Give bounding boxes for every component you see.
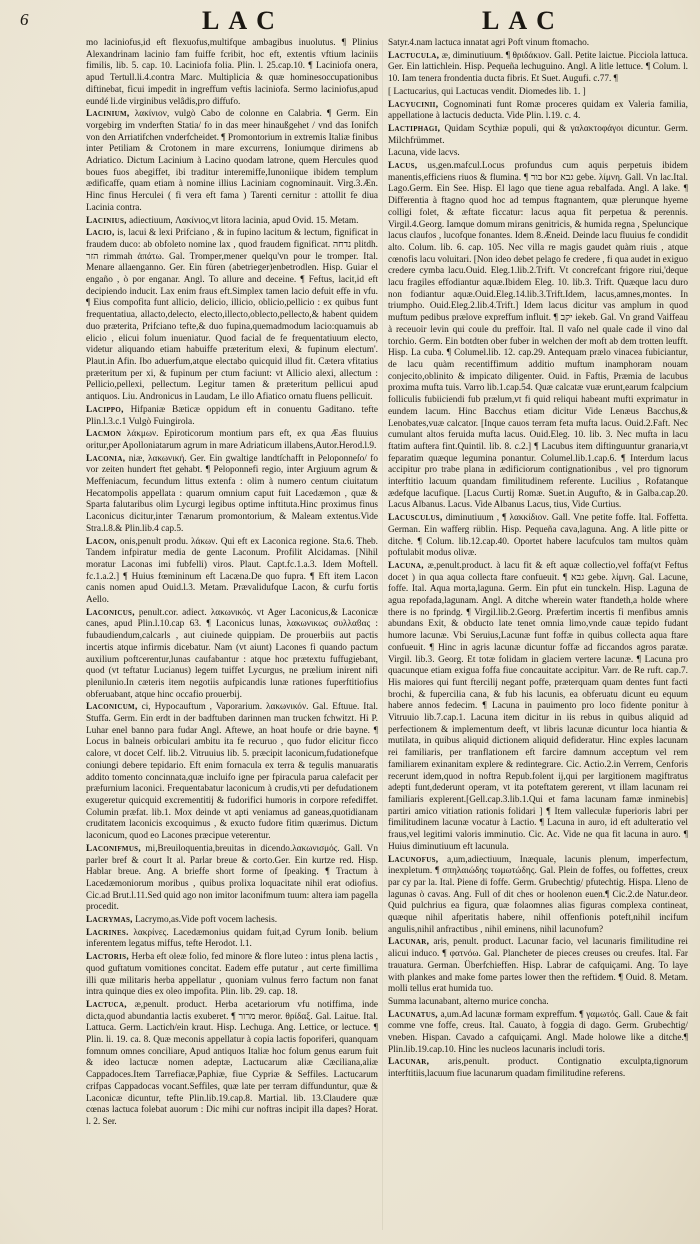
entry-headword: Lacusculus, <box>388 513 443 524</box>
dictionary-entry <box>86 109 378 214</box>
entry-text: mo laciniofus,id eft flexuofus,multifque ambagibus inuolutus. ¶ Plinius Alexandrinam lacinio fam fuiffe fcribit, hoc eft, extentis vftium laciniis fimilis, lib. 5. cap. 10. Laciniofa folia. Plin. l. 25.cap.10. ¶ Laciniofa onera, apud Tertull.li.4.contra Marc. Multiplicia & quæ hominesoccupationibus diftinebat, ficui impedit in ingreffum veftis laciniofa. Sermo laciniofus,apud eundé li.de virginibus velâdis,pro diffufo. <box>86 38 378 107</box>
entry-headword: Lacrymas, <box>86 915 133 926</box>
dictionary-entry <box>388 561 688 854</box>
entry-text: mi,Breuiloquentia,breuitas in dicendo.λακωνισμός. Gall. Vn parler bref & court It al. Parlar breue & corto.Ger. Ein kurtze red. Hisp. Hablar breue. Ang. A brieffe short forme of ſpeaking. ¶ Tractum à Lacedæmoniorum moribus , quibus prolixa loquacitate nihil erat odiofius. Cic.ad Brut.l.11.Sed quid ago non imitor laconifmum tuum: altera iam pagella procedit. <box>86 843 378 913</box>
dictionary-entry <box>86 228 378 404</box>
entry-headword: Lacinium, <box>86 109 130 120</box>
dictionary-entry <box>388 161 688 512</box>
entry-headword: Lactoris, <box>86 952 129 963</box>
entry-text: λάκμων. Epiroticorum montium pars eft, ex qua Æas fluuius oritur,per Apolloniatarum agrum in mare Adriaticum illabens,Autor.Herod.l.9. <box>86 429 378 451</box>
running-headword-right: LAC <box>482 6 564 35</box>
page-number: 6 <box>20 10 29 29</box>
entry-headword: Lacuna, <box>388 560 424 571</box>
entry-headword: Lacon, <box>86 536 117 547</box>
dictionary-entry <box>388 100 688 123</box>
entry-headword: Lacunar, <box>388 937 430 948</box>
dictionary-entry <box>388 51 688 86</box>
entry-text: us,gen.mafcul.Locus profundus cum aquis perpetuis ibidem manentis,efficiens riuos & flumina. ¶ בור bor גבא gebe. λίμνη. Gall. Vn lac.Ital. Lago.Germ. Ein See. Hisp. El lago que tiene agua rebalfada. Angl. A lake. ¶ Differentia à ftagno quod hoc ad tempus ftagnantem, quæ plerunque hyeme colligi folet, & æftate ficcatur: lacus aqua fit perpetua & perennis. Virgil.4.Georg. Iamque domum mirans genitricis, & humida regna , Speluncique lacus claufos , lucofque fonantes. Idem 8.Æneid. Deinde lacu fluuius fe condidit alto. Colum. lib. 6. cap. 105. Nec villa re magis gaudet quàm riuis , atque cœnofis lacu voluitari. [Non ideo debet pelago fe credere , fi qua audet in exiguo credere cymba lacu.Ouid. Eleg.1.lib.2.Trift. Vt concrefcant frigore riui,'deque lacu fragiles effodiantur aquæ.Ibidem Eleg. 10. lib.3. Trift. Quæque lacu duro non fodiantur aquæ.Ouid.Eleg.14.lib.3.Trift.Idem, lacus,amnes,montes. In triumpho. Ouid.Eleg.2.lib.4.Trift.] Idem lacus dicitur vas amplum in quod muftum pedibus prælove expreffum influit. ¶ יקב iekeb. Gal. Vn grand Vaiffeau à receuoir levin qui coule du preffoir. Ital. Il vaſo nel quale cade il vino dal torchio. Germ. Ein botdten ober fuber in welchen der moft ab dem trotten leufft. Hisp. La cuba. ¶ Columel.lib. 12. cap.29. Antequam prælo vinacea fubiciantur, de lacu quàm recentiffimum additio muftum inamphoram nouam conjecito,oblinito & impicato diligenter. Ouid. in Faftis, Præmia de lacubus proxima mufta tuis. Varro lib.1.cap.54. Quæ calcatæ vuæ erunt,earum fcalpcium folliculis fubiiciendi fub prælum,vt fi quid reliqui habeant mufti exprimatur in eundem lacum. Hinc Bacchus etiam dicitur Vide Lenæus Bacchus,& Lenobates,vuæ calcator. [Inque cauos terram feta mufta lacus. Ouid.2.Faft. Nec cumulant altos feruida mufta lacus. Ouid.Eleg. 10. lib. 3. Nec mufta in lacu ftatim auftera fint.Quintil. lib. 8. c.2.] ¶ Lacubus item diftinguuntur granaria,vt feparatim quæque legumina ponantur. Columel.lib.1.cap.6. ¶ Interdum lacus accipitur pro trabe plana in ædificiorum contignationibus , vel pro tignorum interftitio lacuum quandam fimilitudinem referente. Lucilius , Rofatanque ædefque lacufique. [Lacus Curtij Romæ. Suet.in Augufto, & in Galba.cap.20. Lacus Albanus. Lacus. Vide Albanus Lacus, tius, Vide Curtius. <box>388 161 688 511</box>
entry-text: Summa lacunabant, alterno murice concha. <box>388 996 549 1007</box>
running-headword-left: LAC <box>202 6 284 35</box>
page-header <box>12 6 688 36</box>
dictionary-entry <box>86 952 378 999</box>
entry-text: is, lacui & lexi Prifciano , & in fupino lacitum & lectum, fignificat in fraudem duco: ab obfoleto nomine lax , quod fraudem fignificat. נדחה plitdh. הזר rimmah ἀπάτω. Gal. Tromper,mener quelqu'vn pour le tromper. Ital. Menare allaenganno. Ger. Ein füren (abetrieger)enbetrodlen. Hisp. Guiar el engaño , ò por enganar. Angl. To allure and deceine. ¶ Feftus, lacit,id eft decipiendo inducit. Lax enim fraus eft.Simplex tamen lacio defuit effe in vfu. ¶ Eius compofita funt allicio, delicio, illicio, oblicio,pellicio : ex quibus funt frequentatiua, allacto,delecto, electo,illecto,oblecto,pellecto,& habent quidem duo præterita, Prifciano tefte,& duo fupina,quemadmodum lacio:quamuis ab elicio , elicui folum inueniatur. Quod facial de fe frequentatiuum electo, videtur aliquando etiam habuiffe præteritum elexi, & fupinum electum'. Plaut.in Afin. Ibo aduerfum,atque electabo quicquid illud fit. Cætera vfitatius præteritum per xi, & fupinum per ctum faciunt: vt Allicio alexi, allectum : Pellicio,pellexi, pellectum. Legitur tamen & præteritum pellicui apud antiquos. Liu. Andronicus in Laudam, Le illo Afiatico ornatu fluens pellicuit. <box>86 228 378 403</box>
entry-text: aris,penult. product. Contignatio exculpta,tignorum interftitiis,lacuum fiue lacunarum quadam fimilitudine referens. <box>388 1057 688 1080</box>
dictionary-entry <box>388 38 688 50</box>
entry-text: Satyr.4.nam lactuca innatat agri Poft vinum ftomacho. <box>388 38 590 48</box>
entry-text: Lacuna, vide lacvs. <box>388 148 460 159</box>
entry-text: diminutiuum , ¶ λακκίδιον. Gall. Vne petite foffe. Ital. Foffetta. German. Ein wafferg rüblin. Hisp. Pequeña cava,laguna. Ang. A litle pitte or ditche. ¶ Colum. lib.12.cap.40. Oportet habere lacufculos tam multos quàm poftulabit modus olivæ. <box>388 513 688 559</box>
entry-text: Quidam Scythiæ populi, qui & γαλακτοφάγοι dicuntur. Germ. Milchfrümmet. <box>388 123 688 146</box>
entry-headword: Lacunatus, <box>388 1009 438 1020</box>
dictionary-entry <box>86 608 378 702</box>
entry-headword: Lacyucinii, <box>388 99 439 110</box>
entry-headword: Laconifmus, <box>86 843 141 854</box>
dictionary-entry <box>86 38 378 108</box>
entry-text: Herba eft oleæ folio, fed minore & flore luteo : intus plena lactis , quod guftatum vomitiones concitat. Eadem effe putatur , aut certe fimillima illi quæ militaris herba appellatur , quoniam vulnus ferro factum non fanat intra quinque dies ex oleo impofita. Plin. lib. 29. cap. 18. <box>86 952 378 998</box>
entry-text: adiectiuum, Λακίνιος,vt litora lacinia, apud Ovid. 15. Metam. <box>129 215 359 226</box>
entry-text: æ,penult. product. Herba acetariorum vfu notiffima, inde dicta,quod abundantia lactis exuberet. ¶ מרור meror. θρίδαξ. Gal. Laitue. Ital. Lattuca. Germ. Lactich/ein kraut. Hisp. Lechuga. Ang. Lettice, or lectuce. ¶ Plin. li. 19. ca. 8. Quæ meconis appellatur à copia lactis foporiferi, quanquam fomnum omnes conciliare, Apud antiquos Italiæ hoc folum genus earum fuit & ideo lactucæ nomen adeptæ, Lactucarum aliæ Cæciliana,aliæ Cappadoces.Item Tarrefiacæ,Paphiæ, fiue Cypriæ & Seffiles. Lactucarum crifpas Cappadocas vocant.Seffiles, quæ late per terram diffunduntur, quæ & Laconicæ dicuntur, tefte Plin.lib.19.cap.8. Martial. lib. 13.Claudere quæ cœnas lactuca folebat auorum : Dic mihi cur noftras incipit illa dapes? Horat. l. 2. Ser. <box>86 999 378 1127</box>
entry-text: a,um.Ad lacunæ formam expreffum. ¶ γαμωτός. Gall. Caue & fait comme vne foffe, creus. Ital. Cauato, à foggia di dago. Germ. Grubechtig/ vneben. Hispan. Cavado a cafquiçami. Angl. Made holowe like a ditche.¶ Plin.lib.19.cap.10. Hinc les nucleos lacunaris includi toris. <box>388 1009 688 1055</box>
entry-text: æ, diminutiuum. ¶ θριδάκιον. Gall. Petite laictue. Picciola lattuca. Ger. Ein lattichlein. Hisp. Pequeña lechuguino. Angl. A litle lettuce. ¶ Colum. l. 10. Iam tenera frondentia ducta fibris. Et Suet. Augufi. c.77. ¶ <box>388 50 688 85</box>
dictionary-entry <box>86 405 378 428</box>
entry-text: æ,penult.product. à lacu fit & eft aquæ collectio,vel foffa(vt Feftus docet ) in qua aqua collecta ftare confueuit. ¶ גבא gebe. λίμνη. Gal. Lacune, foffe. Ital. Aqua morta,laguna. Germ. Ein pfut ein tunckeln. Hisp. Laguna de agua repofada,lagunam. Angl. A ditche wherein water ftandeth,a holde where there is no fprindg. ¶ Virgil.lib.2.Georg. Præfertim incertis fi menfibus amnis abundans Exit, & obducto late tenet omnia limo,vnde cauæ tepido fudant humore lacunæ. Vbi Seruius,Lacunæ funt foffæ in quibus collecta aqua ftare confueuit. ¶ Hinc in agris lacunæ dicuntur foffæ ad ficcandos agros paratæ. Virgil. lib.3. Georg. Et totæ folidam in glaciem vertere lacunæ. ¶ Lacuna pro quacunque etiam exigua foffa fiue concauitate accipitur. Varr. de Re ruft. cap.7. His maiores qui funt ftercilij negant poffe, præterquam quam dentes funt facti brochi, & fupercilia cana, & fub his lacunis, ea obferuatu dicunt eu equum habere annos fedecim. ¶ Lacuna in pauimento pro loco fidente ponitur à Vitruuio lib.7.cap.1. Lacuna item dicitur in iis rebus in quibus aliquid ad perfectionem & implementum deeft, vt libris lacunæ dicuntur loca hiantia & mutilata, in quibus aliquid dictionem aliquid defideratur. Hinc exples lacunam rei familiaris, per tranflationem eft farcire damnum acceptum vel rem familiarem exinanitam explere & redintegrare. Cic. Actio.2.in Verrem, Cenforis recerunt idem,quod in noftra Repub.folent ij,qui per largitionem magiftratus adepti funt,dederunt operam, vt ita poteftatem gererent, vt illam lacunam rei familiaris explerent.[Gell.cap.3.lib.1.Qui et fama lacunam famæ inminebis] partiri amico vitiation rationis folidari ] ¶ Item valleculæ fuperioris labri per fimilitudinem lacunæ vocatur à Lactio. ¶ Lacuna in auro, id eft adulteratio vel fraus,vel legitimi valoris imminutio. Cic. Ac. Vide ne qua fit lacuna in auro. ¶ Huius diminutiuum eft lacunula. <box>388 560 688 852</box>
entry-text: onis,penult produ. λάκων. Qui eft ex Laconica regione. Sta.6. Theb. Tandem infpiratur media de gente Laconum. Profilit Alcidamas. [Nihil moratur Laconas imi fubfelli) viros. Plaut. Capt.fc.1.a.3. Idem Moftell. fc.1.a.2.] ¶ Huius fœmininum eft Lacæna.De quo fupra. ¶ Eft item Lacon canis nomen apud Ouid.l.3. Metam. Prævalidufque Lacon, & curfu fortis Aello. <box>86 536 378 606</box>
entry-headword: Lacinius, <box>86 215 127 226</box>
dictionary-entry <box>86 844 378 914</box>
entry-text: niæ, λακωνική. Ger. Ein gwaltige landtſchafft in Peloponneſo/ fo vor zeiten hundert ftet gehabt. ¶ Peloponnefi regio, inter Argiuum agrum & Meffeniacum, fecundum littus extenfa : olim à numero centum ciuitatum Hecatompolis appellata : quarum omnium caput fuit Lacedæmon , quæ & Sparta falutaribus olim Lycurgi legibus optime inftituta.Hinc proximus finus Laconicus dicitur,inter Tænarum promontorium, & Maleam extentus.Vide Stra.l.8.& Plin.lib.4 cap.5. <box>86 453 378 534</box>
dictionary-entry <box>86 216 378 228</box>
entry-headword: Lacunofus, <box>388 854 439 865</box>
dictionary-entry <box>388 513 688 560</box>
entry-headword: Lactiphagi, <box>388 123 441 134</box>
entry-headword: Lacio, <box>86 228 115 239</box>
entry-headword: Lactuca, <box>86 999 127 1010</box>
dictionary-entry <box>86 454 378 536</box>
entry-headword: Laconicus, <box>86 607 135 618</box>
dictionary-entry <box>388 997 688 1009</box>
entry-headword: Lacunar, <box>388 1057 430 1068</box>
dictionary-entry <box>86 928 378 951</box>
dictionary-entry <box>86 537 378 607</box>
entry-text: λακίνιον, vulgò Cabo de colonne en Calabria. ¶ Germ. Ein vorgebirg im vnderften Statia/ fo in das meer hinaußgehet / vnd das Ionifch von den Arriatifchen vnderfcheidet. ¶ Promontorium in extremis Italiæ finibus inter Petiliam & Crotonem in mare excurrens, Ioniumque dirimens ab Adriatico. Dictum Lacinium à Lacino quodam latrone, quem Hercules quod boues fuos abegiffet, ibi traditur interemiffe,Iunoniique ibidem templum ædificaffe, quam etiam à nomine illius Laciniam cognominauit. Virg.3.Æn. Hinc finus Herculei ( fi vera eft fama ) Tarenti cernitur : attollit fe diua Lacinia contra. <box>86 109 378 213</box>
entry-headword: Lactucula, <box>388 50 440 61</box>
dictionary-entry <box>388 855 688 937</box>
entry-text: Lacrymo,as.Vide poft vocem lachesis. <box>135 915 278 926</box>
entry-text: λακρίνες. Lacedæmonius quidam fuit,ad Cyrum Ionib. belium inferentem legatus miffus, tefte Herodot. l.1. <box>86 927 378 950</box>
entry-headword: Laconia, <box>86 453 126 464</box>
dictionary-entry <box>86 702 378 842</box>
entry-text: a,um,adiectiuum, Inæquale, lacunis plenum, imperfectum, inexpletum. ¶ σπηλαιώδης τωμωτώδης. Gal. Plein de foffes, ou foffettes, creux par cy par la. Ital. Piene di foffe. Germ. Grubechtig/ pfutechtig. Hispa. Lleno de lagunas ò cavas. Ang. Full of dit ches or hoolenon euen.¶ Cic.2.de Natur.deor. Quid pulchrius ea figura, quæ folaomnes alias figuras complexa contineat, quæque nihil afperitatis habere, nihil offenfionis poteft,nihil incifum angulis,nihil anfractibus , nihil eminens, nihil lacunofum? <box>388 854 688 935</box>
column-gutter <box>382 40 383 1230</box>
dictionary-entry <box>86 429 378 452</box>
entry-headword: Lacmon <box>86 429 122 440</box>
dictionary-entry <box>86 915 378 927</box>
dictionary-entry <box>388 148 688 160</box>
right-column <box>388 38 688 1234</box>
entry-headword: Laconicum, <box>86 702 138 713</box>
entry-headword: Lacippo, <box>86 404 124 415</box>
dictionary-entry <box>388 1057 688 1080</box>
entry-text: penult.cor. adiect. λακωνικός. vt Ager Laconicus,& Laconicæ canes, apud Plin.l.10.cap 63. ¶ Laconicus lunas, λακωνικωϛ συλλαϐας : fubaudiendum,calcarls , aut ciuinede quippiam. De prouerbiis aut pactis incertis atque infirmis dicebatur. Nam (vt aiunt) Lacones fi quando pactum auxilium poftcerentur,lunas caufabantur : atque hoc prætextu fuffugiebant, quod (vt teftatur Lucianus) legem tuiffet Lycurgus, ne prælium inirent nifi plenilunio.In cæteris item negotiis aufpicandis lunæ rationes fuperftitiofius obferuabant, atque hinc occafio prouerbij. <box>86 607 378 700</box>
entry-text: Hifpaniæ Bæticæ oppidum eft in conuentu Gaditano. tefte Plin.l.3.c.1 Vulgò Fuingirola. <box>86 404 378 427</box>
entry-headword: Lacrines. <box>86 927 129 938</box>
entry-text: aris, penult. product. Lacunar facio, vel lacunaris fimilitudine rei alicui induco. ¶ φατνόω. Gal. Plancheter de pieces creuses ou creufes. Ital. Far trauatura. German. Überfchieffen. Hisp. Labrar de cafquiçami. Ang. To laye with plankes and make fome partes lower then the reftidem. ¶ Ouid. 8. Metam. molli tellus erat humida tuo. <box>388 937 688 995</box>
dictionary-entry <box>86 1000 378 1129</box>
entry-text: Cognominati funt Romæ proceres quidam ex Valeria familia, appellatione à lactucis deducta. Vide Plin. l.19. c. 4. <box>388 99 688 122</box>
entry-text: [ Lactucarius, qui Lactucas vendit. Diomedes lib. 1. ] <box>388 86 586 97</box>
dictionary-entry <box>388 1010 688 1057</box>
dictionary-entry <box>388 87 688 99</box>
dictionary-entry <box>388 937 688 996</box>
dictionary-entry <box>388 124 688 147</box>
entry-headword: Lacus, <box>388 161 418 172</box>
left-column <box>86 38 378 1234</box>
entry-text: ci, Hypocauftum , Vaporarium. λακωνικόν. Gal. Eftuue. Ital. Stuffa. Germ. Ein erdt in der badftuben darinnen man trucken fchwitzt. Hi P. Luhar enel banno para fudar Angl. Aftewe, an hoat houfe or drie bayne. ¶ Locus in balneis orbiculari ambitu ita fe recuruo , quo fudor elicitur ficco calore, vt docet Celf. lib.2. Vitruuius lib. 5. præcipit laconicum,fudationefque coniungi debere tepidario. Eft enim fornacula ex terra & tegulis manuaratis addito tomento concinnata,quæ incluifo igne per fpiracula parua calefacit per præfurnium laconici. Frequentabatur laconicum à crudis,vti per defudationem exugeretur quicquid excrementitij & fudorifici humoris in corpore refediffet. Columin præfat. lib.1. Mox deinde vt apti veniamus ad ganeas,quotidianam cruditatem laconicis excoquimus , & exucto fudore fitim quærimus. Dictum laconicum, quod eo Lacones præcipue veterentur. <box>86 702 378 842</box>
